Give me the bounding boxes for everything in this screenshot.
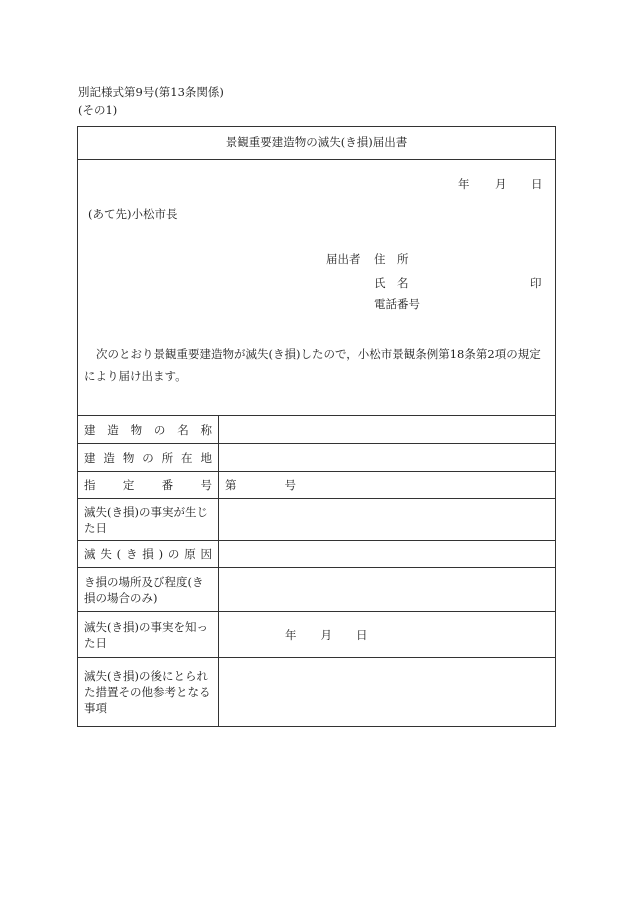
designation-suffix: 号 (284, 478, 296, 492)
building-location-field[interactable] (219, 444, 555, 471)
cause-label: 滅 失 ( き 損 ) の 原 因 (78, 541, 219, 567)
form-number: 別記様式第9号(第13条関係) (78, 85, 224, 99)
known-date-field[interactable] (219, 612, 555, 657)
building-location-label: 建 造 物 の 所 在 地 (78, 444, 219, 471)
known-date-label: 滅失(き損)の事実を知った日 (78, 612, 219, 657)
table-row (78, 416, 555, 444)
addressee: (あて先)小松市長 (88, 207, 178, 221)
table-row (78, 472, 555, 499)
known-date-year: 年 (285, 627, 297, 642)
designation-number-field[interactable] (219, 472, 555, 498)
date-day-label: 日 (531, 177, 543, 191)
occurred-date-label: 滅失(き損)の事実が生じた日 (78, 499, 219, 540)
building-name-label: 建 造 物 の 名 称 (78, 416, 219, 443)
designation-number-label: 指 定 番 号 (78, 472, 219, 498)
occurred-date-field[interactable] (219, 499, 555, 540)
table-row (78, 658, 555, 726)
details-table (78, 415, 555, 726)
table-row (78, 499, 555, 541)
known-date-day: 日 (356, 627, 368, 642)
known-date-month: 月 (320, 627, 332, 642)
applicant-label: 届出者 (326, 252, 361, 266)
table-row (78, 612, 555, 658)
notification-form (77, 126, 556, 727)
name-label: 氏 名 (374, 276, 409, 290)
table-row (78, 568, 555, 612)
form-sub-number: (その1) (78, 103, 118, 117)
designation-prefix: 第 (225, 478, 237, 492)
seal-label: 印 (530, 276, 542, 290)
damage-extent-field[interactable] (219, 568, 555, 611)
form-title: 景観重要建造物の滅失(き損)届出書 (78, 127, 555, 160)
address-label: 住 所 (374, 252, 409, 266)
building-name-field[interactable] (219, 416, 555, 443)
cause-field[interactable] (219, 541, 555, 567)
table-row (78, 444, 555, 472)
phone-label: 電話番号 (374, 297, 420, 311)
date-year-label: 年 (458, 177, 470, 191)
date-month-label: 月 (495, 177, 507, 191)
declaration-text: 次のとおり景観重要建造物が滅失(き損)したので，小松市景観条例第18条第2項の規定により届け出ます。 (84, 347, 541, 383)
damage-extent-label: き損の場所及び程度(き損の場合のみ) (78, 568, 219, 611)
measures-field[interactable] (219, 658, 555, 726)
table-row (78, 541, 555, 568)
measures-label: 滅失(き損)の後にとられた措置その他参考となる事項 (78, 658, 219, 726)
